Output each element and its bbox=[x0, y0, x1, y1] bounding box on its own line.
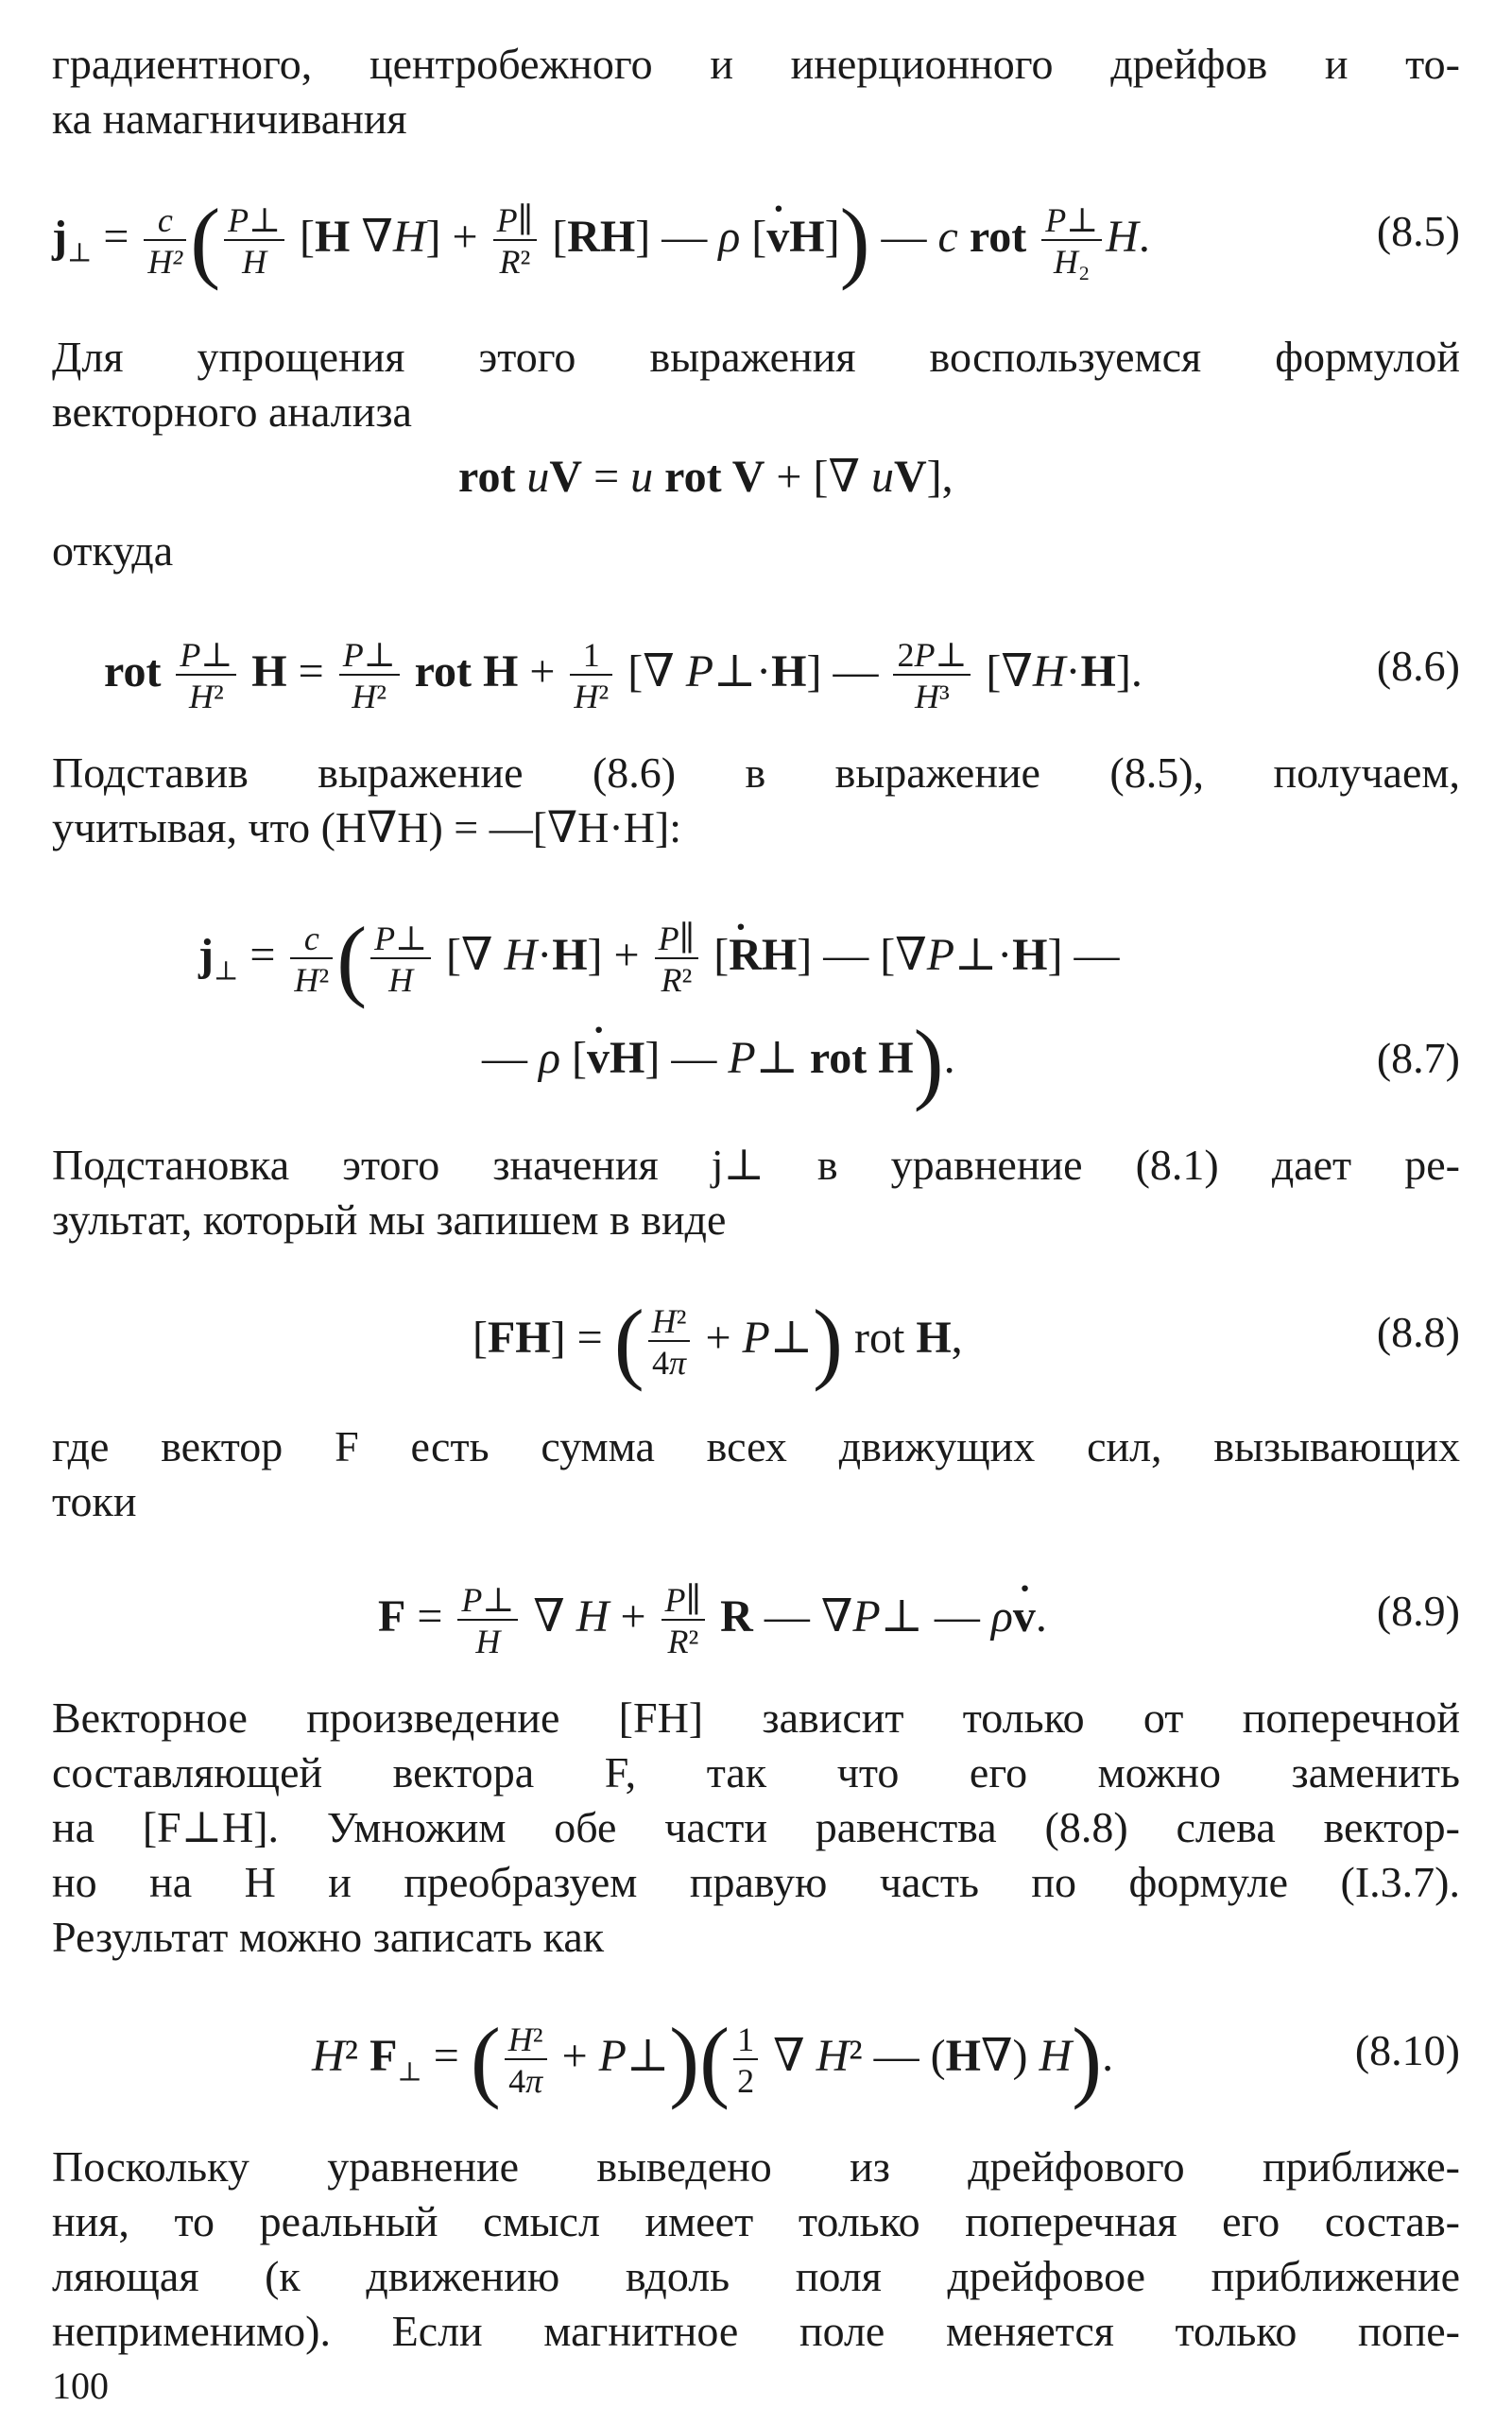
text-line-7: учитывая, что (H∇H) = —[∇H·H]: bbox=[52, 803, 682, 851]
equation-8-7-line-1: $j_\perp$ = $\frac{c}{\text{H²}}$ ( $\frac{P\perp}{H}$ [∇ H·H] + $\frac{P\parallel}{\text{R²}}$ [· RH] — [∇P⊥·H] — bbox=[198, 921, 1120, 1001]
text-line-15: но на H и преобразуем правую часть по формуле (I.3.7). bbox=[52, 1858, 1460, 1906]
equation-8-6: rot $\frac{P\perp}{\text{H²}}$ H = $\frac{P\perp}{\text{H²}}$ rot H + $\frac{1}{\text{H²}}$ [∇ P⊥·H] — $\frac{2P\perp}{\text{H³}}$ [∇H·H]. bbox=[104, 636, 1143, 715]
text-line-17: Поскольку уравнение выведено из дрейфового приближе- bbox=[52, 2142, 1460, 2191]
equation-number-8-7: (8.7) bbox=[1376, 1034, 1460, 1082]
equation-number-8-8: (8.8) bbox=[1376, 1308, 1460, 1356]
text-line-4: векторного анализа bbox=[52, 387, 412, 436]
equation-number-8-6: (8.6) bbox=[1376, 642, 1460, 690]
text-line-13: составляющей вектора F, так что его можно заменить bbox=[52, 1748, 1460, 1797]
text-line-3: Для упрощения этого выражения воспользуемся формулой bbox=[52, 333, 1460, 381]
text-line-14: на [F⊥H]. Умножим обе части равенства (8.8) слева вектор- bbox=[52, 1803, 1460, 1851]
equation-8-9: F = $\frac{P\perp}{H}$ ∇ H + $\frac{P\parallel}{\text{R²}}$ R — ∇P⊥ — ρ· v. bbox=[378, 1583, 1047, 1659]
text-line-16: Результат можно записать как bbox=[52, 1913, 605, 1961]
text-line-8: Подстановка этого значения j⊥ в уравнение (8.1) дает ре- bbox=[52, 1141, 1460, 1189]
equation-8-7-line-2: — ρ [· vH] — P⊥ rot H). bbox=[482, 1030, 955, 1087]
text-line-19: ляющая (к движению вдоль поля дрейфовое приближение bbox=[52, 2252, 1460, 2300]
equation-number-8-5: (8.5) bbox=[1376, 207, 1460, 255]
equation-8-5: $j_\perp$ = $\frac{c}{\text{H²}}$ ( $\frac{P\perp}{H}$ [H ∇H] + $\frac{P\parallel}{\text{R²}}$ [RH] — ρ [· vH]) — c rot $\frac{P\perp}{\text{H₂}}$ H. bbox=[52, 203, 1150, 283]
text-line-1: градиентного, центробежного и инерционного дрейфов и то- bbox=[52, 40, 1460, 88]
text-line-5: откуда bbox=[52, 526, 174, 575]
equation-8-8: [FH] = ( $\frac{\text{H²}}{4\pi}$ + P⊥) rot H, bbox=[472, 1291, 963, 1392]
page-number: 100 bbox=[52, 2364, 109, 2407]
text-line-6: Подставив выражение (8.6) в выражение (8.5), получаем, bbox=[52, 748, 1460, 797]
equation-rot-uv: rot uV = u rot V + [∇ uV], bbox=[458, 452, 954, 502]
equation-number-8-9: (8.9) bbox=[1376, 1587, 1460, 1635]
text-line-11: токи bbox=[52, 1477, 137, 1525]
text-line-18: ния, то реальный смысл имеет только поперечная его состав- bbox=[52, 2197, 1460, 2245]
text-line-9: зультат, который мы запишем в виде bbox=[52, 1195, 727, 1244]
equation-8-10: H² $F_\perp$ = ( $\frac{\text{H²}}{4\pi}$ + P⊥)( $\frac{1}{2}$ ∇ H² — (H∇) H). bbox=[312, 2009, 1114, 2110]
text-line-20: неприменимо). Если магнитное поле меняется только попе- bbox=[52, 2307, 1460, 2355]
text-line-10: где вектор F есть сумма всех движущих сил, вызывающих bbox=[52, 1422, 1460, 1470]
text-line-12: Векторное произведение [FH] зависит только от поперечной bbox=[52, 1693, 1460, 1742]
equation-number-8-10: (8.10) bbox=[1354, 2026, 1460, 2074]
text-line-2: ка намагничивания bbox=[52, 95, 407, 143]
